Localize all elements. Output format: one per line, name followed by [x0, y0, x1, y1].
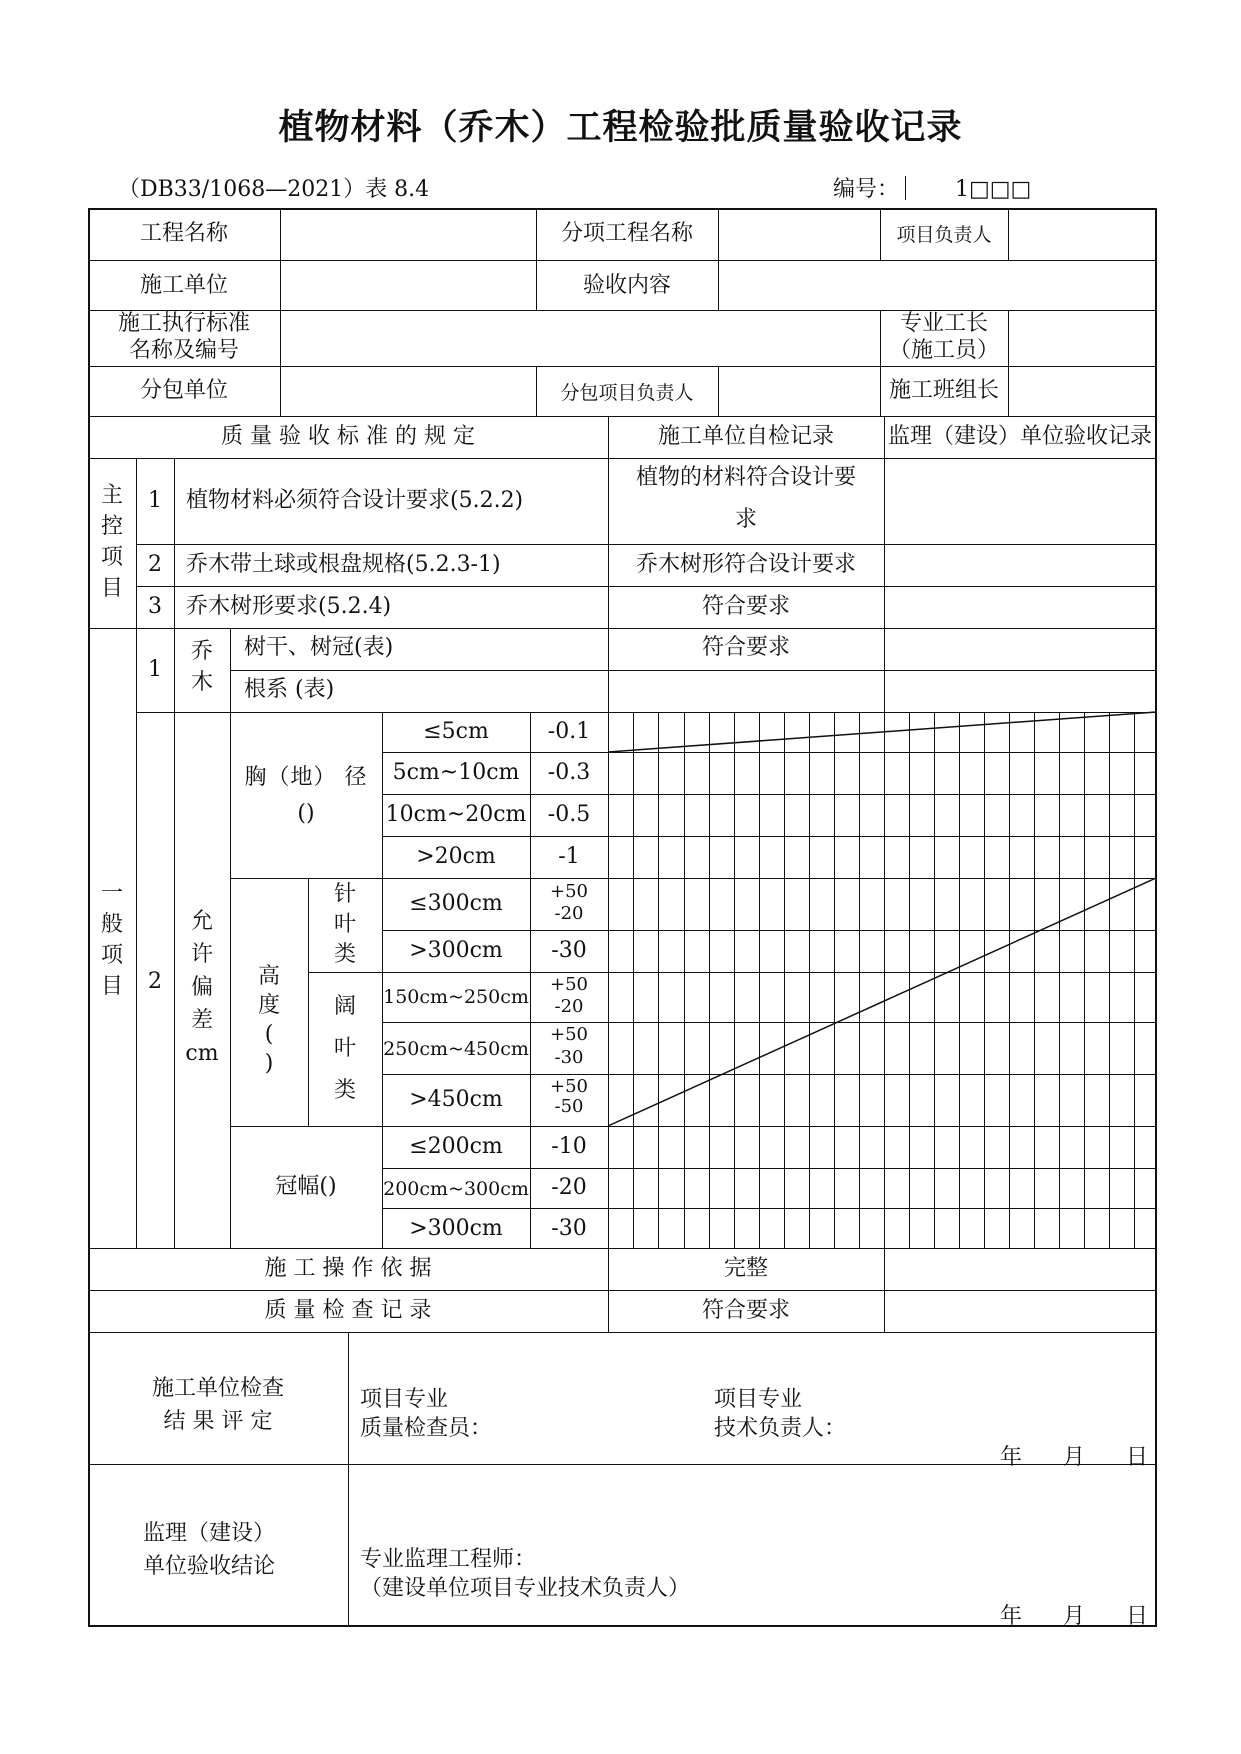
rule	[88, 1332, 1156, 1333]
conifer-label: 针 叶 类	[333, 882, 356, 967]
date-day-2: 日	[1126, 1604, 1149, 1629]
crown-range-3: >300cm	[409, 1216, 503, 1241]
label-sub-project-lead: 分包项目负责人	[560, 382, 694, 404]
crown-range-2: 200cm~300cm	[383, 1178, 529, 1200]
dbh-range-4: >20cm	[416, 844, 496, 869]
dbh-tol-2: -0.3	[547, 760, 591, 785]
label-standard-2: 名称及编号	[128, 338, 239, 363]
header-self-check: 施工单位自检记录	[657, 424, 834, 449]
label-construction-unit: 施工单位	[139, 273, 228, 298]
page-title: 植物材料（乔木）工程检验批质量验收记录	[278, 107, 963, 148]
date-year-2: 年	[1000, 1604, 1023, 1629]
label-standard-1: 施工执行标准	[117, 311, 250, 336]
height-label: 高 度 ( )	[257, 964, 280, 1076]
dbh-tol-3: -0.5	[547, 802, 591, 827]
label-acceptance-content: 验收内容	[582, 273, 671, 298]
mc-text-2: 乔木带土球或根盘规格(5.2.3-1)	[186, 552, 501, 577]
label-subcontractor: 分包单位	[139, 378, 228, 403]
date-day-1: 日	[1126, 1445, 1149, 1470]
gi-group-tolerance: 允 许 偏 差 cm	[185, 909, 219, 1066]
mc-record-1b: 求	[734, 507, 757, 532]
tech-lead-label-1: 项目专业	[714, 1387, 803, 1412]
height-strike-line	[608, 878, 1156, 1126]
crown-tol-2: -20	[551, 1175, 587, 1200]
mc-record-3: 符合要求	[701, 594, 790, 619]
label-project-lead: 项目负责人	[896, 224, 992, 246]
broadleaf-tol-3-top: +50	[550, 1076, 588, 1097]
crown-tol-3: -30	[551, 1216, 587, 1241]
broadleaf-tol-3-bottom: -50	[554, 1096, 584, 1117]
quality-label: 质 量 检 查 记 录	[264, 1298, 432, 1323]
self-eval-label-1: 施工单位检查	[151, 1376, 284, 1401]
conifer-tol-1-top: +50	[550, 881, 588, 902]
dbh-strike-line	[608, 712, 1156, 752]
label-project-name: 工程名称	[139, 221, 228, 246]
inspector-label-1: 项目专业	[360, 1387, 449, 1412]
dbh-range-2: 5cm~10cm	[392, 760, 520, 785]
header-supervision: 监理（建设）单位验收记录	[887, 424, 1152, 449]
conifer-tol-1-bottom: -20	[554, 903, 584, 924]
rule	[88, 1290, 1156, 1291]
gi-no-1: 1	[148, 657, 162, 682]
crown-label: 冠幅()	[275, 1174, 337, 1199]
dbh-label-2: ()	[297, 801, 315, 826]
mc-no-2: 2	[148, 552, 162, 577]
date-month-1: 月	[1063, 1445, 1086, 1470]
label-team-leader: 施工班组长	[888, 378, 999, 403]
gi-no-2: 2	[148, 969, 162, 994]
label-foreman-2: （施工员）	[888, 338, 999, 363]
broadleaf-range-2: 250cm~450cm	[383, 1038, 529, 1060]
mc-record-1a: 植物的材料符合设计要	[635, 465, 856, 490]
mc-no-3: 3	[148, 594, 162, 619]
dbh-tol-1: -0.1	[547, 719, 591, 744]
broadleaf-range-3: >450cm	[409, 1087, 503, 1112]
broadleaf-range-1: 150cm~250cm	[383, 986, 529, 1008]
supervision-label-1: 监理（建设）	[142, 1521, 275, 1546]
gi-record-trunk: 符合要求	[701, 635, 790, 660]
broadleaf-tol-2-top: +50	[550, 1024, 588, 1045]
general-label: 一 般 项 目	[100, 881, 123, 999]
supervision-engineer-label: 专业监理工程师：	[360, 1547, 537, 1572]
basis-label: 施 工 操 作 依 据	[264, 1256, 432, 1281]
inspector-label-2: 质量检查员：	[360, 1416, 493, 1441]
self-eval-label-2: 结 果 评 定	[163, 1409, 273, 1434]
crown-range-1: ≤200cm	[409, 1134, 503, 1159]
dbh-tol-4: -1	[558, 844, 580, 869]
gi-group-tree: 乔 木	[190, 639, 213, 695]
date-year-1: 年	[1000, 1445, 1023, 1470]
main-control-label: 主 控 项 目	[100, 483, 123, 601]
rule	[884, 1248, 885, 1332]
standard-code: （DB33/1068—2021）表 8.4	[118, 177, 430, 202]
gi-text-root: 根系 (表)	[244, 677, 335, 702]
record-number-value: 1□□□	[954, 177, 1032, 202]
mc-text-1: 植物材料必须符合设计要求(5.2.2)	[186, 488, 524, 513]
mc-no-1: 1	[148, 488, 162, 513]
rule	[88, 1464, 1156, 1465]
broadleaf-label: 阔 叶 类	[333, 994, 356, 1103]
date-month-2: 月	[1063, 1604, 1086, 1629]
conifer-range-2: >300cm	[409, 938, 503, 963]
conifer-tol-2: -30	[551, 938, 587, 963]
label-foreman-1: 专业工长	[899, 311, 988, 336]
conifer-range-1: ≤300cm	[409, 891, 503, 916]
broadleaf-tol-1-bottom: -20	[554, 996, 584, 1017]
quality-record: 符合要求	[701, 1298, 790, 1323]
dbh-range-1: ≤5cm	[423, 719, 489, 744]
record-number-label: 编号：	[833, 177, 900, 202]
header-spec: 质 量 验 收 标 准 的 规 定	[221, 424, 475, 449]
rule	[348, 1332, 349, 1626]
mc-record-2: 乔木树形符合设计要求	[635, 552, 856, 577]
crown-tol-1: -10	[551, 1134, 587, 1159]
mc-text-3: 乔木树形要求(5.2.4)	[186, 594, 392, 619]
tech-lead-label-2: 技术负责人：	[714, 1416, 847, 1441]
broadleaf-tol-1-top: +50	[550, 974, 588, 995]
basis-record: 完整	[723, 1256, 768, 1281]
supervision-label-2: 单位验收结论	[142, 1554, 275, 1579]
label-sub-project: 分项工程名称	[560, 221, 693, 246]
dbh-label-1: 胸（地） 径	[244, 765, 368, 790]
broadleaf-tol-2-bottom: -30	[554, 1047, 584, 1068]
dbh-range-3: 10cm~20cm	[385, 802, 527, 827]
supervision-engineer-note: （建设单位项目专业技术负责人）	[360, 1576, 691, 1601]
gi-text-trunk: 树干、树冠(表)	[244, 635, 394, 660]
